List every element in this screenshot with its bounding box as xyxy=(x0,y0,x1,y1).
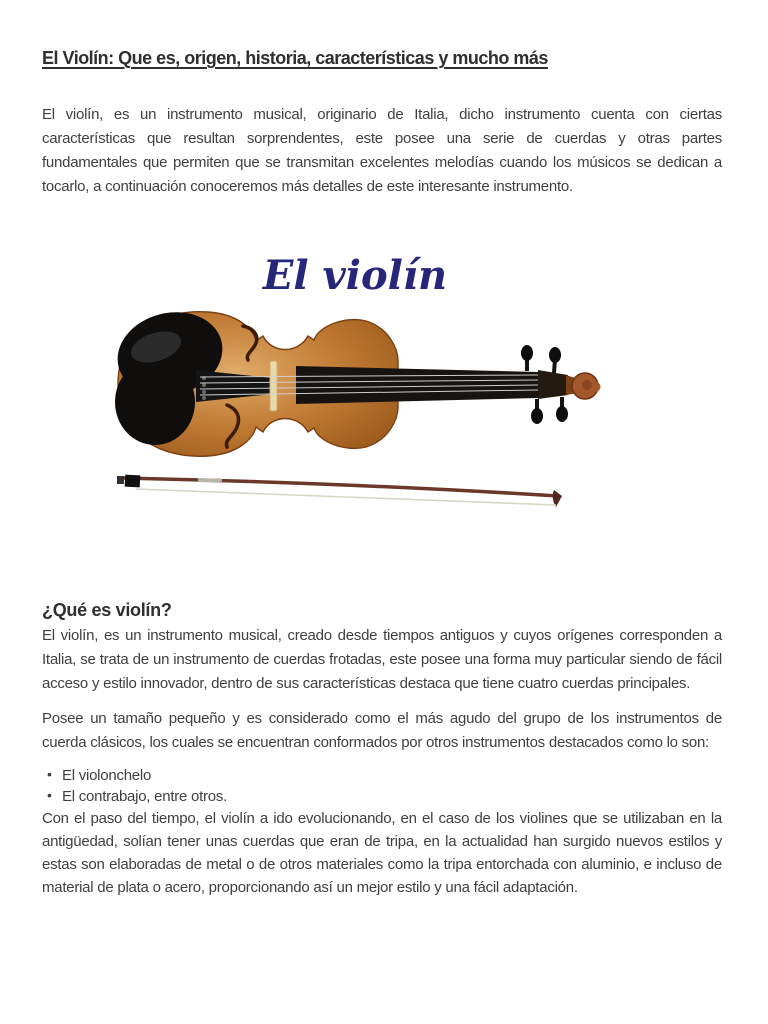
scroll xyxy=(566,373,601,399)
bow-frog xyxy=(125,475,141,488)
page-title: El Violín: Que es, origen, historia, características y mucho más xyxy=(42,48,548,68)
violin-with-bow-photo xyxy=(100,299,610,514)
list-item-cello: • El violonchelo xyxy=(47,765,722,786)
section-paragraph-2: Posee un tamaño pequeño y es considerado como el más agudo del grupo de los instrumentos de cuerda clásicos, los cuales se encuentran conformados por otros instrumentos destacados como lo son: xyxy=(42,710,722,751)
section-paragraph-1: El violín, es un instrumento musical, creado desde tiempos antiguos y cuyos orígenes corresponden a Italia, se trata de un instrumento de cuerdas frotadas, este posee una forma muy particular siendo de fácil acceso y estilo innovador, dentro de sus características destaca que tiene cuatro cuerdas principales. xyxy=(42,627,722,692)
pegbox xyxy=(538,370,568,399)
list-item-contrabass: • El contrabajo, entre otros. xyxy=(47,786,722,807)
bow-button xyxy=(117,476,124,484)
bow xyxy=(117,475,562,507)
bow-stick xyxy=(124,478,558,496)
violin-figure xyxy=(100,253,610,514)
bridge xyxy=(270,361,277,411)
section-paragraph-3: Con el paso del tiempo, el violín a ido evolucionando, en el caso de los violines que se utilizaban en la antigüedad, solían tener unas cuerdas que eran de tripa, en la actualidad han surgido nuevos estilos y estas son elaboradas de metal o de otros materiales como la tripa entorchada con aluminio, e incluso de material de plata o acero, proporcionando así un mejor estilo y una fácil adaptación. xyxy=(42,810,722,896)
section-heading: ¿Qué es violín? xyxy=(42,600,172,620)
instrument-list xyxy=(47,765,722,807)
intro-paragraph: El violín, es un instrumento musical, originario de Italia, dicho instrumento cuenta con ciertas características que resultan sorprendentes, este posee una serie de cuerdas y otras partes fundamentales que permiten que se transmitan excelentes melodías cuando los músicos se dedican a tocarlo, a continuación conoceremos más detalles de este interesante instrumento. xyxy=(42,106,722,195)
violin-caption: El violín xyxy=(262,252,448,299)
bow-winding xyxy=(198,480,222,481)
